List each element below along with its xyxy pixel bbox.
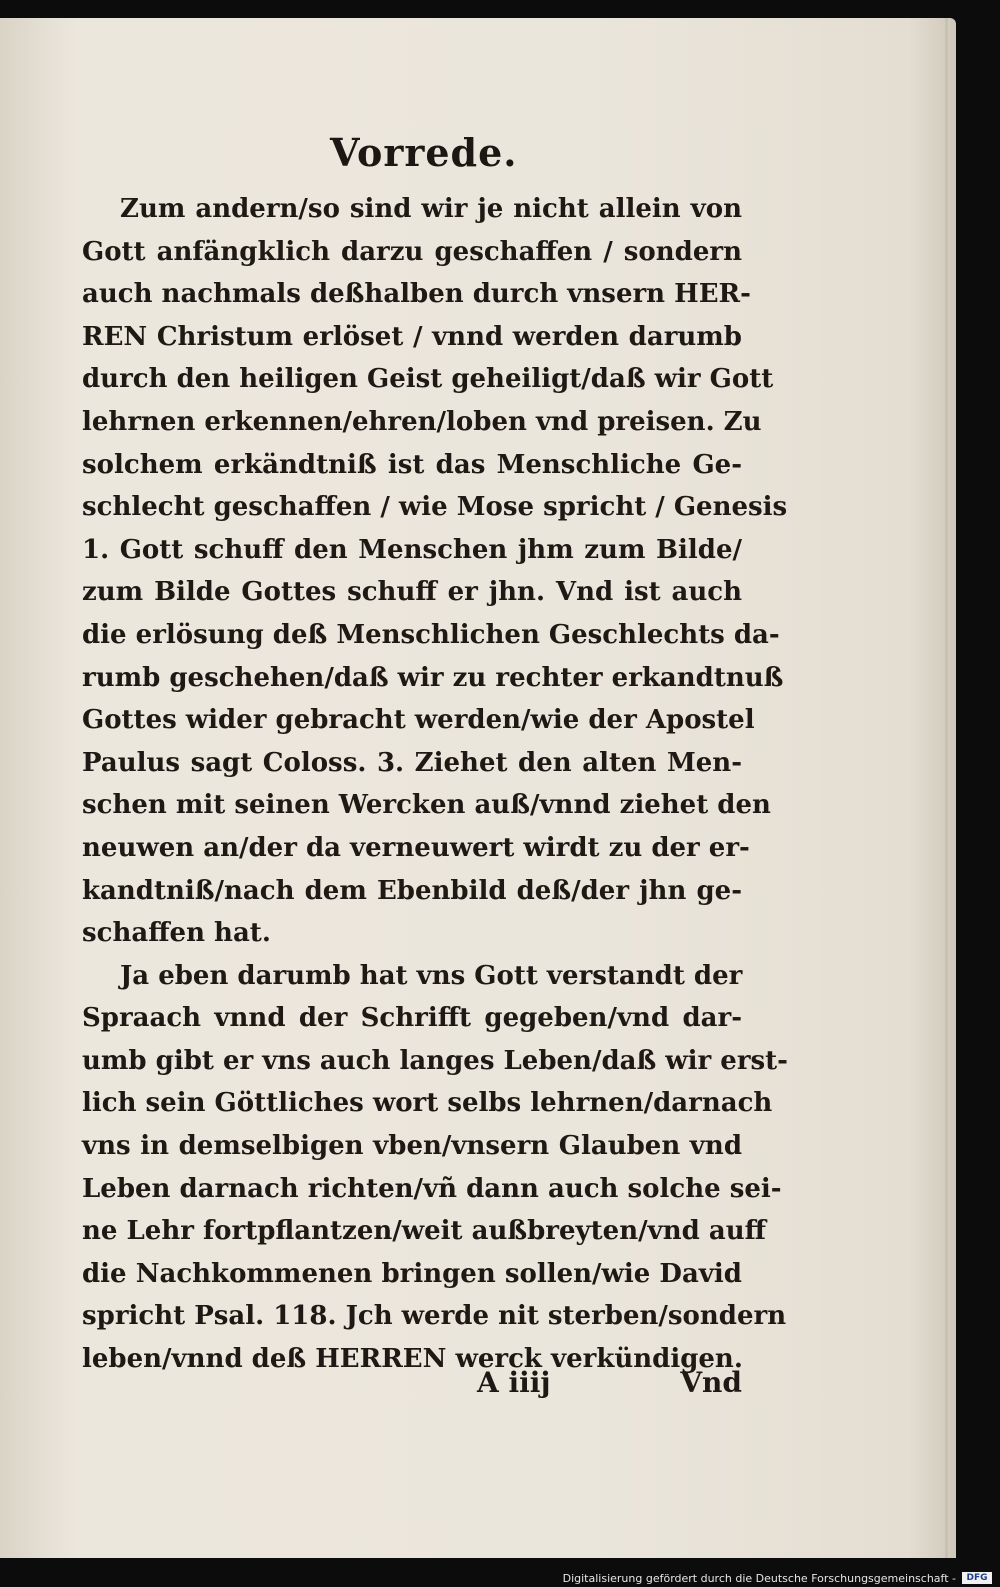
- page-footer: [82, 1366, 742, 1410]
- text-line: die erlösung deß Menschlichen Geschlechts da-: [82, 619, 780, 650]
- text-line: spricht Psal. 118. Jch werde nit sterben/sondern: [82, 1301, 787, 1332]
- text-line: kandtniß/nach dem Ebenbild deß/der jhn ge-: [82, 875, 742, 906]
- text-line: auch nachmals deßhalben durch vnsern HER-: [82, 279, 751, 310]
- text-line: Gottes wider gebracht werden/wie der Apostel: [82, 705, 755, 736]
- text-line: schaffen hat.: [82, 918, 271, 949]
- text-line: Spraach vnnd der Schrifft gegeben/vnd dar-: [82, 1003, 742, 1034]
- book-page: [0, 18, 956, 1558]
- catchword: Vnd: [680, 1366, 742, 1399]
- text-line: schlecht geschaffen / wie Mose spricht / Genesis: [82, 492, 788, 523]
- text-line: lehrnen erkennen/ehren/loben vnd preisen. Zu: [82, 406, 762, 437]
- text-line: durch den heiligen Geist geheiligt/daß wir Gott: [82, 364, 774, 395]
- text-line: REN Christum erlöset / vnnd werden darumb: [82, 321, 742, 352]
- text-line: neuwen an/der da verneuwert wirdt zu der er-: [82, 832, 750, 863]
- signature-mark: A iiij: [477, 1366, 551, 1399]
- text-line: Leben darnach richten/vñ dann auch solche sei-: [82, 1173, 782, 1204]
- text-line: Paulus sagt Coloss. 3. Ziehet den alten Men-: [82, 747, 742, 778]
- page-edge: [945, 18, 948, 1558]
- text-line: umb gibt er vns auch langes Leben/daß wir erst-: [82, 1045, 788, 1076]
- text-line: solchem erkändtniß ist das Menschliche Ge-: [82, 449, 742, 480]
- dfg-logo: DFG: [962, 1572, 992, 1584]
- text-line: zum Bilde Gottes schuff er jhn. Vnd ist auch: [82, 577, 742, 608]
- text-line: lich sein Göttliches wort selbs lehrnen/darnach: [82, 1088, 773, 1119]
- text-line: ne Lehr fortpflantzen/weit außbreyten/vnd auff: [82, 1216, 766, 1247]
- digitization-credit: Digitalisierung gefördert durch die Deutsche Forschungsgemeinschaft -: [562, 1572, 956, 1585]
- body-text: [82, 188, 788, 1381]
- text-line: Zum andern/so sind wir je nicht allein von: [120, 194, 742, 224]
- text-line: 1. Gott schuff den Menschen jhm zum Bilde/: [82, 534, 742, 565]
- text-line: Gott anfängklich darzu geschaffen / sondern: [82, 236, 742, 267]
- text-line: leben/vnnd deß HERREN werck verkündigen.: [82, 1344, 743, 1375]
- text-line: vns in demselbigen vben/vnsern Glauben vnd: [82, 1131, 742, 1162]
- text-line: Ja eben darumb hat vns Gott verstandt der: [120, 960, 743, 991]
- page-heading: Vorrede.: [330, 130, 518, 175]
- text-line: schen mit seinen Wercken auß/vnnd ziehet den: [82, 790, 771, 821]
- text-line: rumb geschehen/daß wir zu rechter erkandtnuß: [82, 662, 784, 693]
- text-line: die Nachkommenen bringen sollen/wie David: [82, 1258, 742, 1289]
